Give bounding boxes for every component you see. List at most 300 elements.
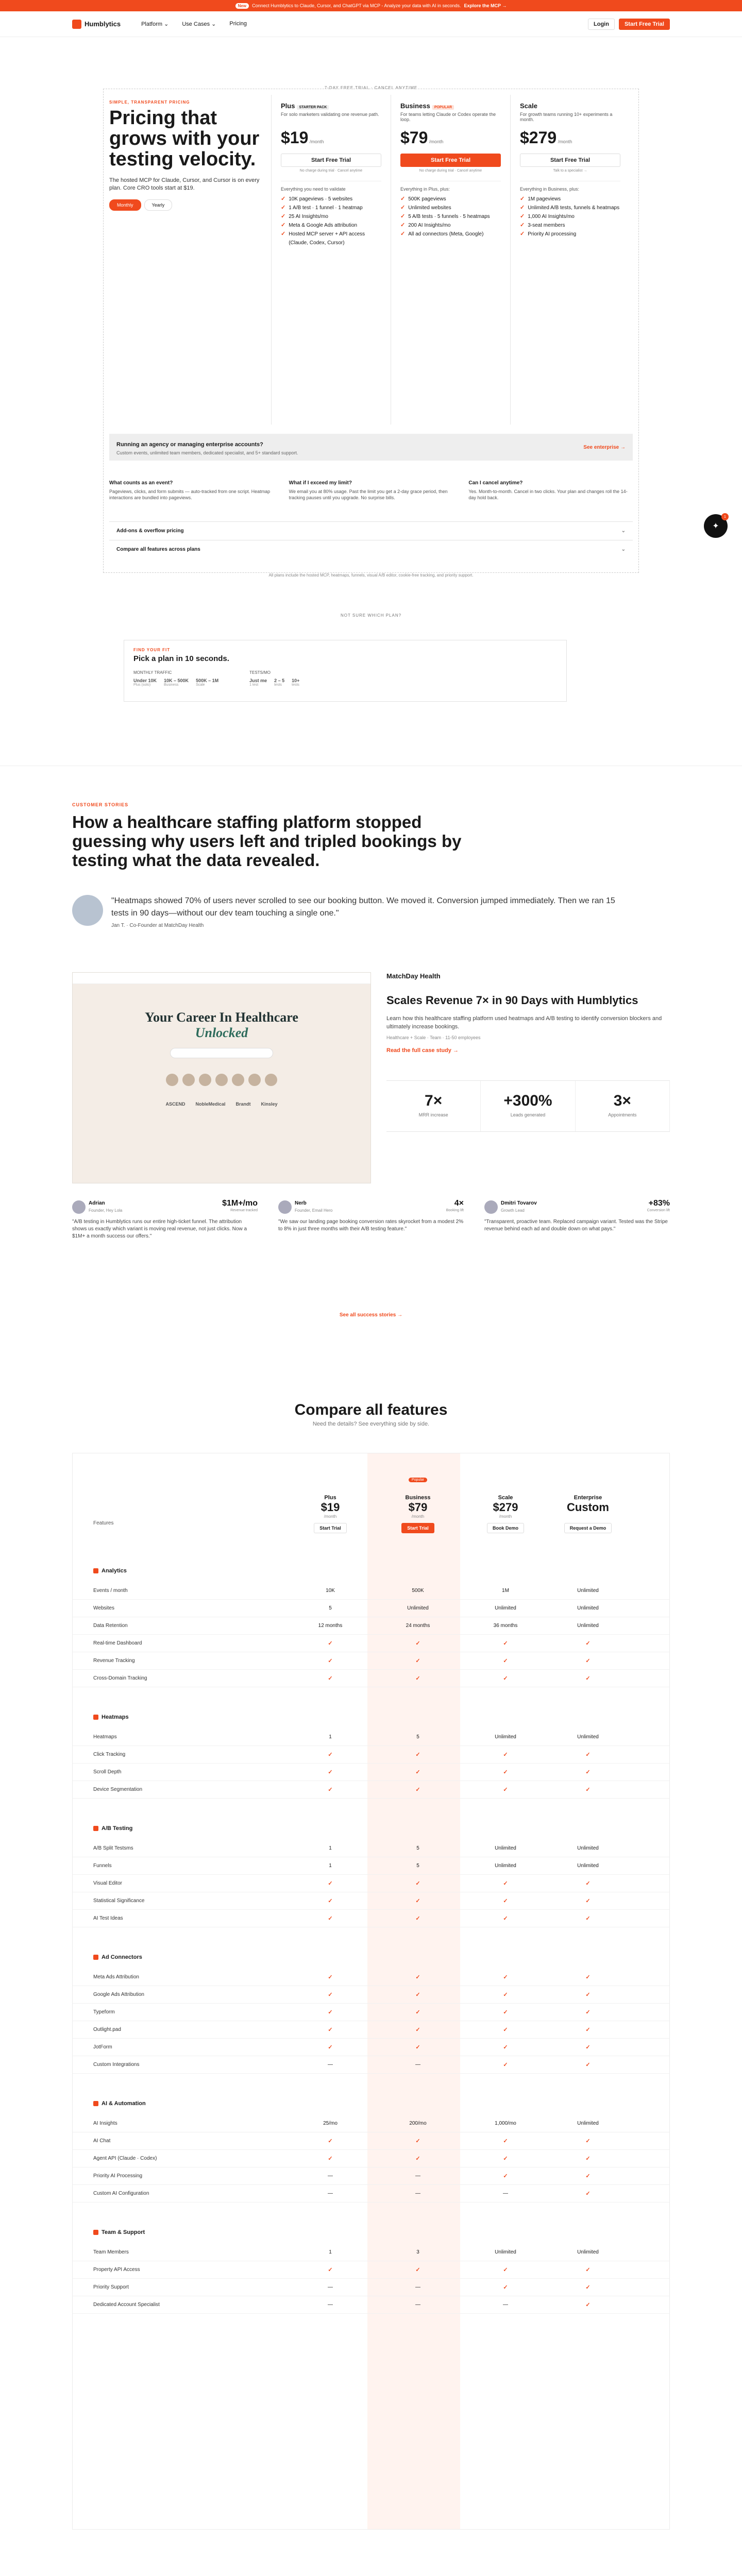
plan-name: Plus	[324, 1495, 336, 1501]
pricing-faqs	[109, 480, 633, 501]
feature-value: Unlimited	[577, 1734, 599, 1740]
feature-item	[400, 204, 501, 212]
feature-name: Revenue Tracking	[93, 1658, 135, 1664]
feature-row	[73, 1617, 669, 1635]
feature-name: Scroll Depth	[93, 1769, 122, 1775]
feature-value: 36 months	[493, 1623, 518, 1629]
feature-row	[73, 1635, 669, 1652]
feature-row	[73, 2004, 669, 2021]
compare-section	[0, 1401, 742, 2509]
feature-value: —	[415, 2173, 420, 2179]
check-icon: ✓	[503, 1640, 508, 1647]
feature-row	[73, 1670, 669, 1687]
testimonial-figure: +83% Conversion lift	[647, 1200, 670, 1214]
check-icon: ✓	[328, 1675, 333, 1682]
check-icon: ✓	[503, 2156, 508, 2162]
addons-accordion[interactable]	[109, 521, 633, 540]
testimonial-header	[278, 1200, 464, 1214]
price-unit: /month	[324, 1514, 337, 1519]
nav-pricing[interactable]: Pricing	[229, 21, 247, 27]
tests-option[interactable]: 10+ tests	[292, 678, 300, 687]
feature-name: Data Retention	[93, 1623, 128, 1629]
feature-row	[73, 1781, 669, 1799]
feature-value: Unlimited	[577, 2249, 599, 2255]
feature-name: AI Test Ideas	[93, 1916, 123, 1921]
feature-value: —	[328, 2302, 333, 2308]
plan-col-business	[372, 1474, 464, 1536]
feature-value: —	[415, 2062, 420, 2067]
feature-text: Unlimited A/B tests, funnels & heatmaps	[528, 205, 620, 211]
faq-answer: We email you at 80% usage. Past the limit you get a 2-day grace period, then tracking pauses until you upgrade. No surprise bills.	[289, 489, 448, 500]
check-icon: ✓	[328, 2156, 333, 2162]
feature-value: 1	[329, 1734, 332, 1740]
check-icon: ✓	[585, 2027, 591, 2033]
check-icon: ✓	[503, 1880, 508, 1887]
faq-answer: Pageviews, clicks, and form submits — auto-tracked from one script. Heatmap interactions are bundled into pageviews.	[109, 489, 271, 500]
testimonial-figure: 4× Booking lift	[446, 1200, 464, 1214]
feature-name: Property API Access	[93, 2267, 140, 2273]
check-icon: ✓	[328, 1974, 333, 1980]
plan-cta-button[interactable]: Start Trial	[314, 1523, 347, 1533]
case-company: MatchDay Health	[386, 972, 441, 980]
section-header	[93, 1954, 142, 1960]
compare-table	[72, 1453, 670, 2530]
testimonial-text: "A/B testing in Humblytics runs our entire high-ticket funnel. The attribution shows us exactly which variant is moving real revenue, not just clicks. Now a $1M+ a month success our offers."	[72, 1219, 247, 1239]
check-icon: ✓	[503, 2027, 508, 2033]
check-icon: ✓	[585, 2009, 591, 2015]
plan-cta-button[interactable]: Start Free Trial	[400, 154, 501, 167]
check-icon: ✓	[503, 1898, 508, 1904]
check-icon: ✓	[503, 2044, 508, 2050]
avatar	[278, 1200, 292, 1214]
stat-value: 7×	[425, 1092, 443, 1109]
plan-cta-button[interactable]: Start Trial	[401, 1523, 434, 1533]
partner-logo: Brandt	[235, 1101, 251, 1107]
feature-name: A/B Split Testsms	[93, 1845, 133, 1851]
feature-value: 1	[329, 1845, 332, 1851]
check-icon: ✓	[328, 2027, 333, 2033]
section-header	[93, 2100, 146, 2107]
avatar	[248, 1074, 261, 1086]
plan-desc: For teams letting Claude or Codex operate the loop.	[400, 112, 496, 122]
price-unit	[547, 1514, 629, 1519]
plan-price: $19 /month	[281, 128, 324, 147]
screenshot-title-text: Your Career In Healthcare	[145, 1010, 298, 1025]
traffic-option[interactable]: 500K – 1M Scale	[196, 678, 219, 687]
announcement-banner	[0, 0, 742, 11]
check-icon: ✓	[503, 1658, 508, 1664]
figure-label: Conversion lift	[647, 1209, 670, 1212]
feature-name: Priority AI Processing	[93, 2173, 143, 2179]
feature-row	[73, 1840, 669, 1857]
feature-item	[520, 195, 620, 204]
plan-includes-label: Everything in Business, plus:	[520, 181, 620, 192]
price-unit: /month	[556, 139, 572, 144]
feature-value: Unlimited	[495, 1605, 516, 1611]
check-icon: ✓	[585, 1898, 591, 1904]
feature-value: 5	[416, 1734, 419, 1740]
check-icon: ✓	[415, 1787, 420, 1793]
brand-logo[interactable]	[72, 20, 121, 29]
testimonial-quote	[72, 895, 616, 928]
feature-row	[73, 1969, 669, 1986]
feature-value: 5	[329, 1605, 332, 1611]
partner-logo: ASCEND	[165, 1101, 185, 1107]
plan-col-scale	[464, 1474, 547, 1536]
chat-fab-button[interactable]	[704, 514, 728, 538]
feature-value: —	[328, 2191, 333, 2196]
plan-col-enterprise	[547, 1474, 629, 1536]
check-icon: ✓	[400, 213, 406, 219]
check-icon: ✓	[328, 1880, 333, 1887]
faq-question: What counts as an event?	[109, 480, 173, 486]
plan-cta-button[interactable]: Start Free Trial	[520, 154, 620, 167]
avatar	[232, 1074, 244, 1086]
option-sub: Plus (solo)	[133, 683, 151, 687]
check-icon: ✓	[503, 2284, 508, 2291]
check-icon: ✓	[328, 2138, 333, 2144]
check-icon: ✓	[415, 1898, 420, 1904]
agency-title: Running an agency or managing enterprise accounts?	[116, 441, 263, 448]
check-icon: ✓	[328, 1658, 333, 1664]
testimonial-card	[484, 1200, 670, 1240]
feature-row	[73, 1875, 669, 1892]
check-icon: ✓	[281, 231, 286, 237]
nav-use-cases[interactable]: Use Cases ⌄	[182, 21, 216, 27]
option-sub: Business	[164, 683, 179, 687]
check-icon: ✓	[585, 1769, 591, 1775]
case-meta: Healthcare + Scale · Team · 11-50 employees	[386, 1035, 481, 1040]
section-icon	[93, 1715, 98, 1720]
feature-text: 500K pageviews	[408, 196, 446, 202]
check-icon: ✓	[400, 205, 406, 211]
section-icon	[93, 1955, 98, 1960]
option-sub: tests	[274, 683, 282, 687]
compare-sub: Need the details? See everything side by side.	[312, 1421, 430, 1427]
traffic-label: MONTHLY TRAFFIC	[133, 670, 172, 675]
faq-card	[109, 480, 274, 501]
case-study-section	[0, 766, 742, 1368]
chevron-down-icon: ⌄	[621, 547, 626, 552]
case-eyebrow: CUSTOMER STORIES	[72, 802, 129, 807]
check-icon: ✓	[503, 2009, 508, 2015]
check-icon: ✓	[503, 1752, 508, 1758]
plan-name: Scale	[498, 1495, 513, 1501]
pricing-eyebrow: SIMPLE, TRANSPARENT PRICING	[109, 100, 190, 105]
check-icon: ✓	[520, 196, 525, 202]
feature-value: —	[415, 2191, 420, 2196]
finder-label: NOT SURE WHICH PLAN?	[340, 613, 402, 618]
feature-item	[520, 230, 620, 239]
option-sub: 1 test	[249, 683, 259, 687]
toggle-yearly[interactable]: Yearly	[144, 199, 173, 211]
stat-label: MRR increase	[418, 1112, 448, 1117]
feature-value: 25/mo	[323, 2121, 338, 2126]
feature-text: 1 A/B test · 1 funnel · 1 heatmap	[289, 205, 363, 211]
feature-name: Websites	[93, 1605, 114, 1611]
feature-value: 1M	[502, 1588, 509, 1594]
feature-row	[73, 1600, 669, 1617]
plan-col-plus	[289, 1474, 372, 1536]
traffic-option[interactable]: 10K – 500K Business	[164, 678, 189, 687]
check-icon: ✓	[585, 1640, 591, 1647]
read-case-study-link[interactable]: Read the full case study →	[386, 1047, 459, 1054]
screenshot-search	[170, 1048, 273, 1058]
feature-row	[73, 2296, 669, 2314]
stat	[576, 1081, 670, 1131]
feature-value: Unlimited	[577, 1588, 599, 1594]
feature-item	[281, 230, 381, 247]
feature-value: 10K	[326, 1588, 335, 1594]
feature-item	[281, 204, 381, 212]
check-icon: ✓	[585, 1675, 591, 1682]
figure-label: Booking lift	[446, 1209, 464, 1212]
traffic-option[interactable]: Under 10K Plus (solo)	[133, 678, 157, 687]
screenshot-title-italic: Unlocked	[195, 1025, 248, 1040]
feature-name: Device Segmentation	[93, 1787, 143, 1792]
faq-answer: Yes. Month-to-month. Cancel in two clicks. Your plan and changes roll the 14-day hold back.	[468, 489, 628, 500]
faq-card	[468, 480, 633, 501]
case-body: Learn how this healthcare staffing platform used heatmaps and A/B testing to identify conversion blockers and ultimately increase bookings.	[386, 1015, 662, 1030]
check-icon: ✓	[415, 1640, 420, 1647]
feature-name: Click Tracking	[93, 1752, 126, 1757]
check-icon: ✓	[415, 1880, 420, 1887]
testimonial-author	[501, 1200, 537, 1214]
feature-value: 5	[416, 1863, 419, 1869]
feature-row	[73, 2167, 669, 2185]
feature-row	[73, 2261, 669, 2279]
case-stats	[386, 1080, 670, 1132]
pricing-footnote: All plans include the hosted MCP, heatmaps, funnels, visual A/B editor, cookie-free tracking, and priority support.	[268, 573, 474, 578]
feature-list	[400, 195, 501, 239]
tests-options	[249, 678, 299, 687]
agency-banner	[109, 434, 633, 461]
feature-value: 12 months	[318, 1623, 343, 1629]
feature-name: Outlight.pad	[93, 2027, 121, 2032]
feature-name: Events / month	[93, 1588, 128, 1594]
plan-card-scale	[510, 95, 630, 425]
avatar	[265, 1074, 277, 1086]
feature-value: 1	[329, 1863, 332, 1869]
check-icon: ✓	[585, 2173, 591, 2179]
popular-badge: Popular	[409, 1478, 427, 1482]
plan-cards	[271, 95, 630, 425]
new-pill: New	[235, 3, 249, 9]
toggle-monthly[interactable]: Monthly	[109, 199, 141, 211]
feature-row	[73, 1857, 669, 1875]
feature-text: Unlimited websites	[408, 205, 451, 211]
finder-title: Pick a plan in 10 seconds.	[133, 654, 229, 663]
feature-value: Unlimited	[495, 1863, 516, 1869]
check-icon: ✓	[585, 2267, 591, 2273]
feature-value: —	[328, 2173, 333, 2179]
testimonial-card	[72, 1200, 258, 1240]
case-headline: Scales Revenue 7× in 90 Days with Humblytics	[386, 994, 638, 1007]
feature-name: Google Ads Attribution	[93, 1992, 144, 1997]
feature-value: —	[415, 2302, 420, 2308]
finder-eyebrow: FIND YOUR FIT	[133, 648, 171, 652]
check-icon: ✓	[585, 1992, 591, 1998]
avatar	[182, 1074, 195, 1086]
banner-link[interactable]: Explore the MCP →	[464, 3, 507, 8]
pricing-desc: The hosted MCP for Claude, Cursor, and Cursor is on every plan. Core CRO tools start at $19.	[109, 177, 260, 191]
feature-text: All ad connectors (Meta, Google)	[408, 231, 484, 237]
check-icon: ✓	[585, 2156, 591, 2162]
plan-name: Scale	[520, 102, 537, 110]
feature-text: 5 A/B tests · 5 funnels · 5 heatmaps	[408, 214, 490, 219]
avatar	[72, 1200, 86, 1214]
check-icon: ✓	[400, 231, 406, 237]
login-button[interactable]: Login	[588, 19, 615, 30]
check-icon: ✓	[415, 2138, 420, 2144]
feature-row	[73, 2132, 669, 2150]
avatar	[199, 1074, 211, 1086]
feature-name: Statistical Significance	[93, 1898, 145, 1904]
all-stories-link[interactable]: See all success stories →	[339, 1312, 403, 1318]
check-icon: ✓	[503, 1992, 508, 1998]
feature-value: Unlimited	[577, 1605, 599, 1611]
plan-cta-button[interactable]: Start Free Trial	[281, 154, 381, 167]
section-name: A/B Testing	[102, 1825, 133, 1832]
faq-question: Can I cancel anytime?	[468, 480, 523, 486]
plan-card-business	[391, 95, 510, 425]
case-title: How a healthcare staffing platform stopped guessing why users left and tripled bookings by testing what the data revealed.	[72, 812, 462, 870]
check-icon: ✓	[281, 196, 286, 202]
price-unit: /month	[308, 139, 324, 144]
compare-label: Compare all features across plans	[116, 547, 200, 552]
check-icon: ✓	[585, 1787, 591, 1793]
plan-cta-note: No charge during trial · Cancel anytime	[299, 169, 363, 173]
check-icon: ✓	[400, 196, 406, 202]
feature-row	[73, 1746, 669, 1764]
feature-name: Agent API (Claude · Codex)	[93, 2156, 157, 2161]
plan-price: $279 /month	[520, 128, 572, 147]
nav-platform[interactable]: Platform ⌄	[141, 21, 169, 27]
feature-name: Visual Editor	[93, 1880, 122, 1886]
feature-value: 3	[416, 2249, 419, 2255]
feature-text: 3-seat members	[528, 223, 565, 228]
check-icon: ✓	[328, 1916, 333, 1922]
feature-row	[73, 2056, 669, 2074]
stat	[386, 1081, 481, 1131]
table-header	[73, 1474, 669, 1536]
avatar	[215, 1074, 228, 1086]
compare-accordion[interactable]	[109, 540, 633, 558]
check-icon: ✓	[520, 205, 525, 211]
feature-row	[73, 2185, 669, 2202]
quote-author: Jan T. · Co-Founder at MatchDay Health	[111, 923, 204, 928]
avatar	[166, 1074, 178, 1086]
testimonial-author	[295, 1200, 332, 1214]
feature-row	[73, 2021, 669, 2039]
start-trial-button[interactable]: Start Free Trial	[619, 19, 670, 30]
feature-row	[73, 2150, 669, 2167]
section-header	[93, 2229, 145, 2235]
check-icon: ✓	[585, 2138, 591, 2144]
feature-item	[281, 221, 381, 230]
avatar	[72, 895, 103, 926]
section-header	[93, 1568, 127, 1574]
trial-note: 7-DAY FREE TRIAL · CANCEL ANYTIME	[324, 86, 418, 90]
check-icon: ✓	[585, 2062, 591, 2068]
addons-label: Add-ons & overflow pricing	[116, 528, 184, 534]
feature-value: Unlimited	[577, 1863, 599, 1869]
check-icon: ✓	[585, 1880, 591, 1887]
price-unit: /month	[411, 1514, 425, 1519]
feature-item	[400, 221, 501, 230]
feature-row	[73, 2115, 669, 2132]
plan-name: Plus STARTER PACK	[281, 102, 381, 110]
section-name: Team & Support	[102, 2229, 145, 2235]
feature-value: 5	[416, 1845, 419, 1851]
feature-item	[281, 212, 381, 221]
tests-option[interactable]: Just me 1 test	[249, 678, 267, 687]
feature-name: Custom AI Configuration	[93, 2191, 149, 2196]
feature-name: AI Insights	[93, 2121, 117, 2126]
compare-title: Compare all features	[294, 1401, 448, 1418]
feature-item	[520, 221, 620, 230]
feature-text: 200 AI Insights/mo	[408, 223, 451, 228]
screenshot-header	[73, 973, 370, 984]
notification-badge: 1	[721, 513, 729, 520]
check-icon: ✓	[503, 1787, 508, 1793]
feature-row	[73, 1892, 669, 1910]
check-icon: ✓	[281, 222, 286, 228]
testimonial-card	[278, 1200, 464, 1240]
check-icon: ✓	[328, 1640, 333, 1647]
plan-desc: For solo marketers validating one revenue path.	[281, 112, 379, 117]
traffic-options	[133, 678, 218, 687]
feature-value: Unlimited	[495, 1845, 516, 1851]
feature-value: 1	[329, 2249, 332, 2255]
feature-value: Unlimited	[407, 1605, 429, 1611]
feature-row	[73, 1764, 669, 1781]
feature-row	[73, 1986, 669, 2004]
feature-name: Custom Integrations	[93, 2062, 140, 2067]
check-icon: ✓	[415, 1675, 420, 1682]
section-name: Heatmaps	[102, 1714, 129, 1720]
finder-box	[124, 640, 567, 702]
screenshot-avatars	[73, 1074, 370, 1086]
see-enterprise-link[interactable]: See enterprise →	[583, 444, 626, 450]
plan-name: Business	[405, 1495, 431, 1501]
check-icon: ✓	[328, 2044, 333, 2050]
plan-includes-label: Everything you need to validate	[281, 181, 381, 192]
check-icon: ✓	[415, 2044, 420, 2050]
check-icon: ✓	[328, 1787, 333, 1793]
feature-text: 1M pageviews	[528, 196, 561, 202]
tests-option[interactable]: 2 – 5 tests	[274, 678, 285, 687]
check-icon: ✓	[415, 1916, 420, 1922]
tests-label: TESTS/MO	[249, 670, 271, 675]
feature-value: 200/mo	[409, 2121, 427, 2126]
feature-value: 1,000/mo	[495, 2121, 516, 2126]
testimonial-header	[72, 1200, 258, 1214]
check-icon: ✓	[281, 205, 286, 211]
feature-value: —	[503, 2302, 508, 2308]
check-icon: ✓	[415, 2009, 420, 2015]
check-icon: ✓	[503, 2138, 508, 2144]
plan-cta-button[interactable]: Request a Demo	[564, 1523, 612, 1533]
author-name: Nerb	[295, 1200, 307, 1206]
plan-cta-button[interactable]: Book Demo	[487, 1523, 524, 1533]
quote-text: "Heatmaps showed 70% of users never scrolled to see our booking button. We moved it. Conversion jumped immediately. Then we ran 15 tests in 90 days—without our dev team touching a single one."	[111, 896, 615, 918]
price-unit: /month	[499, 1514, 512, 1519]
billing-toggle	[109, 199, 264, 211]
plan-cta-note: Talk to a specialist →	[553, 169, 587, 173]
case-screenshot	[72, 972, 371, 1183]
feature-item	[400, 195, 501, 204]
